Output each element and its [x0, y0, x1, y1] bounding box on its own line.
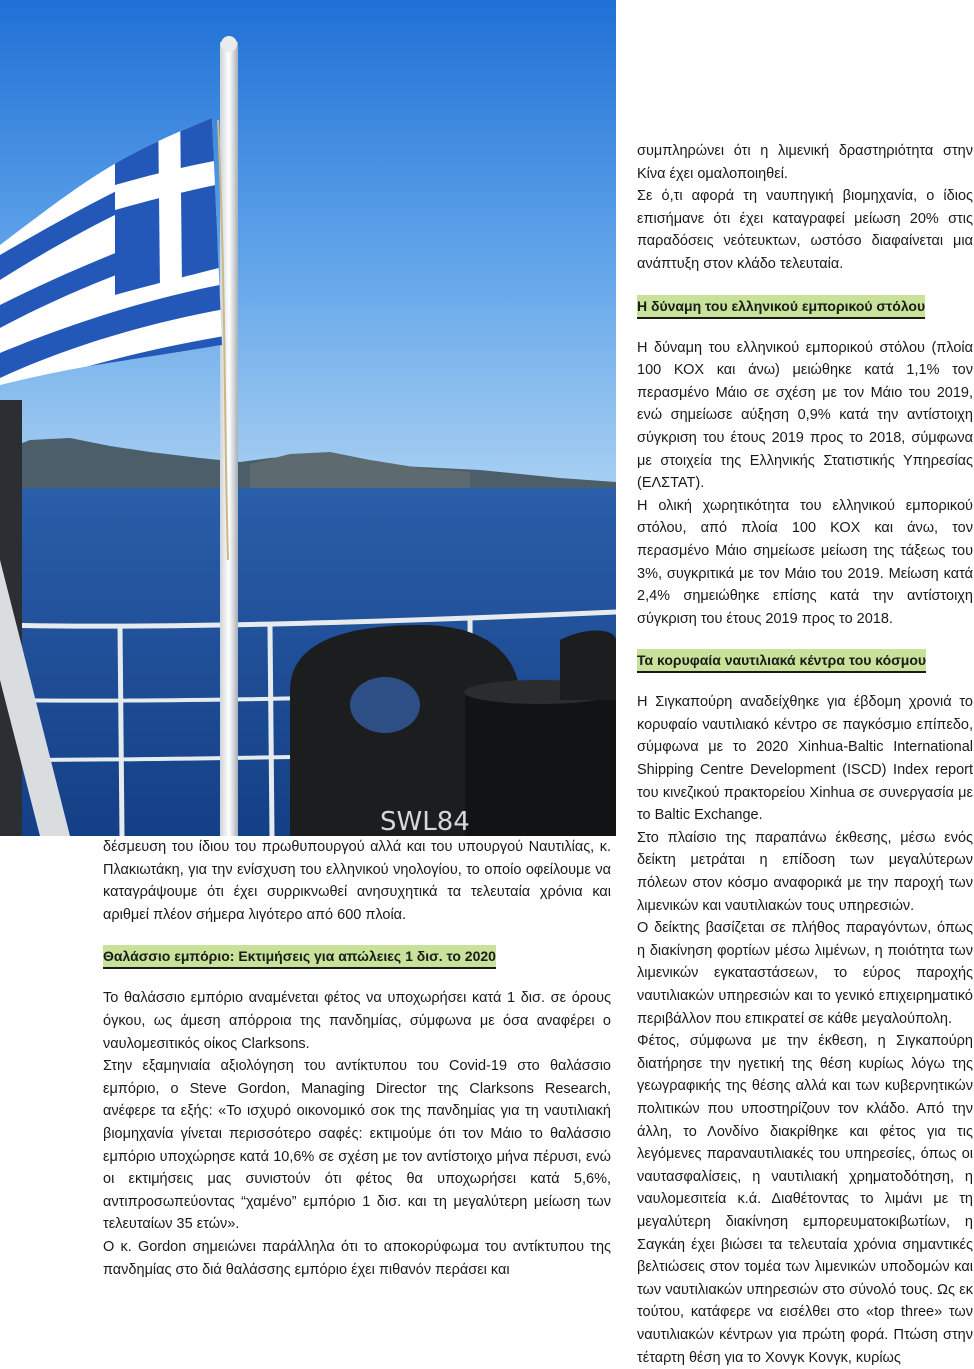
paragraph: Σε ό,τι αφορά τη ναυπηγική βιομηχανία, ο ίδιος επισήμανε ότι έχει καταγραφεί μείωση 20% στις παραδόσεις νεότευκτων, ωστόσο διαφαίνεται μια ανάπτυξη στον κλάδο τελευταία.	[637, 188, 973, 272]
paragraph: Η Σιγκαπούρη αναδείχθηκε για έβδομη χρονιά το κορυφαίο ναυτιλιακό κέντρο σε παγκόσμιο επίπεδο, σύμφωνα με το 2020 Xinhua-Baltic International Shipping Centre Development (ISCD) Index report του κινεζικού πρακτορείου Xinhua σε συνεργασία με το Baltic Exchange.	[637, 694, 973, 824]
section-heading-sea-trade: Θαλάσσιο εμπόριο: Εκτιμήσεις για απώλειες 1 δισ. το 2020	[103, 945, 496, 969]
bollard-marking: SWL84	[380, 807, 470, 836]
ship-flag-illustration	[0, 0, 616, 836]
paragraph: συμπληρώνει ότι η λιμενική δραστηριότητα στην Κίνα έχει ομαλοποιηθεί.	[637, 143, 973, 182]
bollard-hole	[350, 677, 420, 733]
section-heading-shipping-centres: Τα κορυφαία ναυτιλιακά κέντρα του κόσμου	[637, 649, 926, 673]
paragraph: δέσμευση του ίδιου του πρωθυπουργού αλλά και του υπουργού Ναυτιλίας, κ. Πλακιωτάκη, για την ενίσχυση του ελληνικού νηολογίου, το οποίο οφείλουμε να καταγράψουμε ότι έχει συρρικνωθεί ανησυχητικά τα τελευταία χρόνια και αριθμεί πλέον σήμερα λιγότερο από 600 πλοία.	[103, 839, 611, 923]
bollard-drum	[465, 690, 616, 836]
left-column	[103, 836, 611, 1281]
right-column	[637, 140, 973, 1369]
paragraph: Η ολική χωρητικότητα του ελληνικού εμπορικού στόλου, από πλοία 100 ΚΟΧ και άνω, τον περασμένο Μάιο σημείωσε μείωση της τάξεως του 3%, συγκριτικά με τον Μάιο του 2019. Μείωση κατά 2,4% σημειώθηκε επίσης κατά την αντίστοιχη σύγκριση του έτους 2019 προς το 2018.	[637, 497, 973, 627]
paragraph: Ο δείκτης βασίζεται σε πλήθος παραγόντων, όπως η διακίνηση φορτίων μέσω λιμένων, η ποιότητα των λιμενικών εγκαταστάσεων, το εύρος παροχής ναυτιλιακών υπηρεσιών και το γενικό επιχειρηματικό περιβάλλον που επικρατεί σε κάθε μεγαλούπολη.	[637, 920, 973, 1027]
paragraph: Στην εξαμηνιαία αξιολόγηση του αντίκτυπου του Covid-19 στο θαλάσσιο εμπόριο, ο Steve Gordon, Managing Director της Clarksons Research, ανέφερε τα εξής: «Το ισχυρό οικονομικό σοκ της πανδημίας για τη ναυτιλιακή βιομηχανία γίνεται περισσότερο σαφές: εκτιμούμε ότι τον Μάιο το θαλάσσιο εμπόριο υποχώρησε κατά 10,6% σε σχέση με τον αντίστοιχο μήνα πέρυσι, ενώ οι εκτιμήσεις μας συνιστούν ότι φέτος θα υποχωρήσει κατά 5,6%, αντιπροσωπεύοντας “χαμένο” εμπόριο 1 δισ. και τη μεγαλύτερη μείωση των τελευταίων 35 ετών».	[103, 1058, 611, 1233]
paragraph: Στο πλαίσιο της παραπάνω έκθεσης, μέσω ενός δείκτη μετράται η επίδοση των μεγαλύτερων πόλεων στον κόσμο αναφορικά με την παροχή των λιμενικών και ναυτιλιακών τους υπηρεσιών.	[637, 829, 973, 914]
paragraph: Ο κ. Gordon σημειώνει παράλληλα ότι το αποκορύφωμα του αντίκτυπου της πανδημίας στο διά θαλάσσης εμπόριο έχει πιθανόν περάσει και	[103, 1238, 611, 1278]
paragraph: Το θαλάσσιο εμπόριο αναμένεται φέτος να υποχωρήσει κατά 1 δισ. σε όρους όγκου, ως άμεση απόρροια της πανδημίας, σύμφωνα με όσα αναφέρει ο ναυλομεσιτικός οίκος Clarksons.	[103, 990, 611, 1052]
flag-pole	[220, 42, 238, 836]
paragraph: Η δύναμη του ελληνικού εμπορικού στόλου (πλοία 100 ΚΟΧ και άνω) μειώθηκε κατά 1,1% τον περασμένο Μάιο σε σχέση με τον Μάιο του 2019, ενώ σημείωσε αύξηση 0,9% κατά την αντίστοιχη σύγκριση του έτους 2019 προς το 2018, σύμφωνα με στοιχεία της Ελληνικής Στατιστικής Υπηρεσίας (ΕΛΣΤΑΤ).	[637, 339, 973, 492]
hero-photo	[0, 0, 616, 836]
paragraph: Φέτος, σύμφωνα με την έκθεση, η Σιγκαπούρη διατήρησε την ηγετική της θέση κυρίως λόγω της γεωγραφικής της θέσης αλλά και των κυβερνητικών πολιτικών που υποστηρίζουν τον κλάδο. Από την άλλη, το Λονδίνο διακρίθηκε και φέτος για τις λεγόμενες παραναυτιλιακές του υπηρεσίες, όπως οι ναυτασφαλίσεις, η ναυτιλιακή χρηματοδότηση, η ναυλομεσιτεία κ.ά. Διαθέτοντας το λιμάνι με τη μεγαλύτερη διακίνηση εμπορευματοκιβωτίων, η Σαγκάη έχει βιώσει τα τελευταία χρόνια σημαντικές βελτιώσεις στον τομέα των λιμενικών υποδομών και των ναυτιλιακών υπηρεσιών στο σύνολό τους. Ως εκ τούτου, κατάφερε να εισέλθει στο «top three» των ναυτιλιακών κέντρων για πρώτη φορά. Πτώση στην τέταρτη θέση για το Χονγκ Κονγκ, κυρίως	[637, 1033, 973, 1366]
section-heading-fleet: Η δύναμη του ελληνικού εμπορικού στόλου	[637, 295, 925, 319]
